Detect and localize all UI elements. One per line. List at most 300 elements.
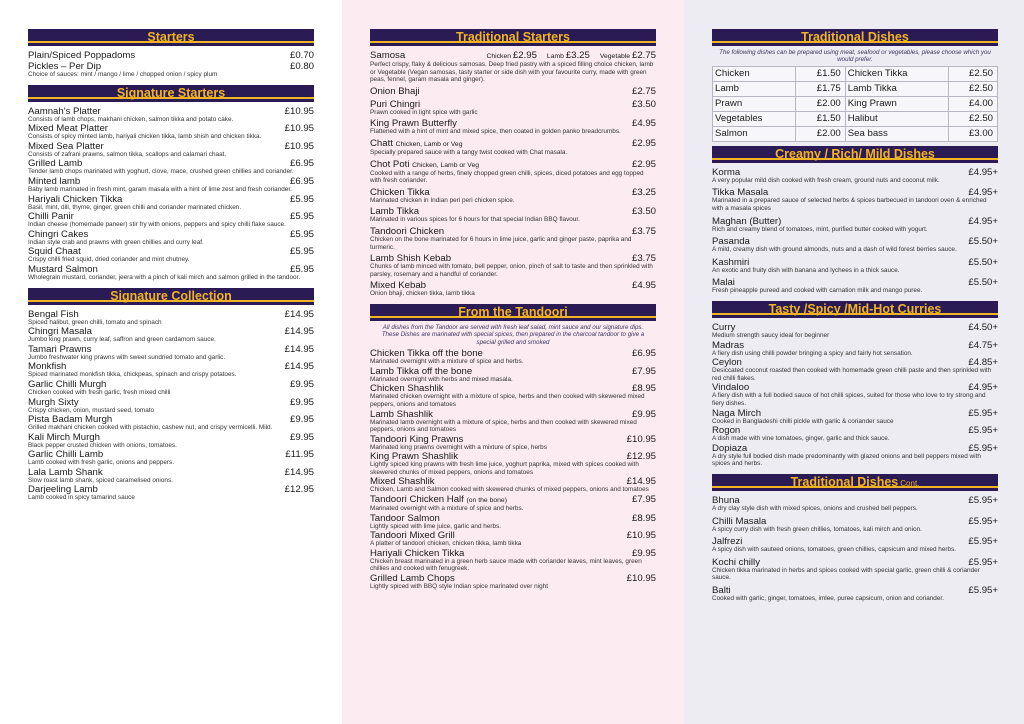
menu-item-price: £4.75+ xyxy=(968,339,998,351)
menu-item-name xyxy=(28,309,79,320)
menu-item-description: Consists of spicy minted lamb, hariyali chicken tikka, lamb shish and chicken tikka. xyxy=(28,133,262,141)
menu-item-description: Prawn cooked in light spice with garlic xyxy=(370,108,478,116)
dish-name: Tandoori King Prawns xyxy=(370,433,464,445)
menu-item xyxy=(712,167,998,185)
menu-item-price: £3.50 xyxy=(631,98,656,110)
protein-row xyxy=(713,81,998,96)
menu-item-price: £0.70 xyxy=(289,50,314,61)
menu-item-price: £10.95 xyxy=(626,573,656,585)
dish-name: Garlic Chilli Murgh xyxy=(28,378,107,390)
section-header xyxy=(28,288,314,305)
menu-item xyxy=(28,50,314,61)
menu-item-price: £9.95 xyxy=(289,414,314,426)
menu-item-samosa xyxy=(370,50,656,84)
menu-item xyxy=(28,229,314,247)
menu-item xyxy=(28,264,314,282)
menu-item xyxy=(28,123,314,141)
menu-item xyxy=(28,467,314,485)
dish-name: Grilled Lamb xyxy=(28,158,83,170)
protein-name: Prawn xyxy=(713,96,796,111)
menu-item xyxy=(28,326,314,344)
dish-name: Samosa xyxy=(370,50,406,61)
menu-column-left xyxy=(0,0,342,724)
dish-name: Naga Mirch xyxy=(712,407,762,419)
menu-item-description: Black pepper crusted chicken with onions, tomatoes. xyxy=(28,441,177,449)
section-title: Traditional Dishes xyxy=(801,30,909,44)
menu-item-description: Consists of zafrani prawns, salmon tikka, scallops and calamari chaat. xyxy=(28,150,227,158)
menu-item-description: Lightly spiced with lime juice, garlic and herbs. xyxy=(370,522,502,530)
menu-item-description: Chicken, Lamb and Salmon cooked with skewered chunks of mixed peppers, onions and tomatoes xyxy=(370,486,649,494)
dish-name: Madras xyxy=(712,339,744,351)
menu-item xyxy=(370,530,656,548)
menu-item xyxy=(370,226,656,251)
menu-item-description: Indian cheese (homemade paneer) stir fry with onions, peppers and spicy chilli flake sauce. xyxy=(28,221,286,229)
dish-name: Chicken Shashlik xyxy=(370,383,444,395)
menu-item-description: Spiced marinated monkfish tikka, chickpeas, spinach and crispy potatoes. xyxy=(28,371,237,379)
menu-column-right xyxy=(684,0,1024,724)
menu-item-price: £6.95 xyxy=(289,175,314,187)
menu-item xyxy=(712,187,998,212)
dish-name: Ceylon xyxy=(712,357,742,369)
menu-item-price: £14.95 xyxy=(626,476,656,488)
section-header xyxy=(712,301,998,318)
menu-item-price: £5.95+ xyxy=(968,425,998,437)
menu-item-description: Wholegrain mustard, coriander, jeera with a pinch of kali mirch and salmon grilled in the tandoor. xyxy=(28,273,301,281)
dish-name: Mustard Salmon xyxy=(28,263,98,275)
section-header xyxy=(370,29,656,46)
menu-item-description: Medium strength saucy ideal for beginner xyxy=(712,331,830,339)
menu-item-name xyxy=(370,409,433,420)
menu-item-description: Marinated lamb overnight with a mixture of spice, herbs and then cooked with skewered mixed peppers, onions and tomatoes xyxy=(370,418,637,434)
menu-item-description: Slow roast lamb shank, spiced caramelised onions. xyxy=(28,476,173,484)
protein-price: £2.00 xyxy=(796,126,845,141)
dish-name: Kashmiri xyxy=(712,256,750,268)
dish-name: Tandoor Salmon xyxy=(370,512,440,524)
menu-item xyxy=(28,61,314,79)
dish-name: Monkfish xyxy=(28,361,67,373)
dish-name: Chingri Masala xyxy=(28,326,92,338)
menu-item-description: Chicken tikka marinated in herbs and spices cooked with special garlic, green chilli & coriander sauce. xyxy=(712,566,980,582)
dish-name: Lamb Tikka off the bone xyxy=(370,365,473,377)
menu-item-price: £5.95+ xyxy=(968,407,998,419)
menu-item-description: Cooked with garlic, ginger, tomatoes, imlee, puree capsicum, onion and coriander. xyxy=(712,594,944,602)
menu-item-price: £7.95 xyxy=(631,494,656,506)
menu-item xyxy=(712,257,998,275)
dish-name: Lamb Tikka xyxy=(370,206,420,218)
menu-item-description: Marinated king prawns overnight with a mixture of spice, herbs xyxy=(370,443,547,451)
variant-price: £3.25 xyxy=(565,50,590,61)
dish-name: Mixed Sea Platter xyxy=(28,140,104,152)
menu-item xyxy=(712,536,998,554)
variant-price: £2.75 xyxy=(631,50,656,61)
menu-item-price: £5.95 xyxy=(289,263,314,275)
menu-item xyxy=(370,409,656,434)
menu-item-name xyxy=(28,194,122,205)
dish-name: Hariyali Chicken Tikka xyxy=(370,547,465,559)
menu-item-price: £5.95+ xyxy=(968,494,998,506)
menu-item xyxy=(370,494,656,513)
menu-item-description: Tender lamb chops marinated with yoghurt, clove, mace, crushed green chillies and coriander. xyxy=(28,168,294,176)
dish-name: Jalfrezi xyxy=(712,536,743,548)
traditional-note: The following dishes can be prepared using meat, seafood or vegetables, please choose which you would prefer. xyxy=(719,49,991,64)
menu-item xyxy=(28,106,314,124)
menu-item xyxy=(712,443,998,468)
menu-item-price: £4.95+ xyxy=(968,215,998,227)
menu-item xyxy=(28,176,314,194)
menu-item xyxy=(712,322,998,340)
dish-name: Tandoori Mixed Grill xyxy=(370,530,455,542)
menu-item-description: Jumbo freshwater king prawns with sweet sundried tomato and garlic. xyxy=(28,353,226,361)
menu-item-price: £5.95+ xyxy=(968,536,998,548)
dish-name: Pasanda xyxy=(712,236,750,248)
dish-subtitle: (on the bone) xyxy=(466,497,507,505)
protein-price: £2.00 xyxy=(796,96,845,111)
dish-name: Chicken Tikka xyxy=(370,186,430,198)
protein-row xyxy=(713,126,998,141)
menu-item-name xyxy=(712,216,781,227)
menu-item xyxy=(370,513,656,531)
dish-name: Minted lamb xyxy=(28,175,81,187)
protein-name: Chicken xyxy=(713,66,796,81)
menu-item xyxy=(28,397,314,415)
menu-item xyxy=(28,309,314,327)
dish-name: Balti xyxy=(712,584,731,596)
dish-name: Chilli Panir xyxy=(28,211,74,223)
protein-row xyxy=(713,111,998,126)
menu-item-description: Indian style crab and prawns with green chillies and curry leaf. xyxy=(28,238,204,246)
menu-item-description: A fiery dish with a full bodied sauce of hot chilli spices, suited for those who love to try strong and fiery dishes. xyxy=(712,392,986,407)
menu-item-description: A fiery dish using chilli powder bringing a spicy and fairly hot sensation. xyxy=(712,349,913,357)
section-header xyxy=(28,29,314,46)
menu-item xyxy=(370,118,656,136)
menu-item-price: £14.95 xyxy=(284,326,314,338)
menu-item xyxy=(370,366,656,384)
menu-item xyxy=(712,557,998,582)
section-header xyxy=(712,29,998,46)
section-title: Traditional Starters xyxy=(456,30,570,44)
dish-name: Tandoori Chicken Half xyxy=(370,494,464,506)
dish-name: Onion Bhaji xyxy=(370,85,420,97)
protein-price: £2.50 xyxy=(948,81,997,96)
menu-item-price: £9.95 xyxy=(631,547,656,559)
menu-item-price: £6.95 xyxy=(631,348,656,360)
menu-item-price: £5.95 xyxy=(289,211,314,223)
menu-item-description: An exotic and fruity dish with banana and lychees in a thick sauce. xyxy=(712,266,900,274)
variant-label: Vegetable xyxy=(599,53,631,60)
protein-row xyxy=(713,66,998,81)
menu-item-description: Grilled makhani chicken cooked with pistachio, cashew nut, and crispy vermicelli. Mild. xyxy=(28,424,273,432)
menu-item-price: £6.95 xyxy=(289,158,314,170)
menu-item xyxy=(370,434,656,452)
protein-name: Lamb Tikka xyxy=(845,81,948,96)
menu-item-description: Chunks of lamb minced with tomato, bell pepper, onion, pinch of salt to taste and then sprinkled with parsley, rosemary and a handful of coriander. xyxy=(370,263,653,278)
menu-item-description: Consists of lamb chops, makhani chicken, salmon tikka and potato cake. xyxy=(28,115,234,123)
section-header xyxy=(712,474,998,491)
menu-item-price: £4.95 xyxy=(631,118,656,130)
dish-name: Bhuna xyxy=(712,494,740,506)
menu-item-price: £2.95 xyxy=(631,158,656,170)
menu-item-description: Spiced halibut, green chilli, tomato and spinach xyxy=(28,318,162,326)
menu-item xyxy=(370,383,656,408)
menu-item-price: £11.95 xyxy=(285,449,314,461)
menu-item-price: £5.50+ xyxy=(968,256,998,268)
menu-item-description: Marinated chicken in Indian peri peri chicken spice. xyxy=(370,196,515,204)
menu-item-price: £2.95 xyxy=(631,137,656,149)
dish-name: Hariyali Chicken Tikka xyxy=(28,193,123,205)
menu-item-price: £3.25 xyxy=(631,186,656,198)
menu-item-description: Choice of sauces: mint / mango / lime / chopped onion / spicy plum xyxy=(28,71,218,78)
dish-name: Chot Poti xyxy=(370,158,410,170)
protein-price: £2.50 xyxy=(948,111,997,126)
menu-item xyxy=(370,348,656,366)
protein-name: Lamb xyxy=(713,81,796,96)
dish-name: King Prawn Butterfly xyxy=(370,118,457,130)
menu-item-description: Marinated overnight with a mixture of spice and herbs. xyxy=(370,505,524,513)
dish-name: Lamb Shish Kebab xyxy=(370,253,452,265)
menu-item-price: £3.75 xyxy=(631,225,656,237)
menu-item-price: £14.95 xyxy=(284,466,314,478)
menu-item xyxy=(712,236,998,254)
variant-price: £2.95 xyxy=(512,50,537,61)
dish-name: Dopiaza xyxy=(712,442,748,454)
dish-name: Mixed Shashlik xyxy=(370,476,435,488)
dish-name: Darjeeling Lamb xyxy=(28,484,98,496)
dish-name: Chilli Masala xyxy=(712,515,767,527)
menu-item-price: £9.95 xyxy=(631,408,656,420)
protein-price: £1.50 xyxy=(796,111,845,126)
menu-item xyxy=(28,484,314,502)
menu-item xyxy=(28,344,314,362)
menu-item xyxy=(712,516,998,534)
menu-item xyxy=(370,206,656,224)
section-title: Starters xyxy=(147,30,195,44)
menu-item xyxy=(712,357,998,382)
menu-item-description: Cooked in Bangladeshi chilli pickle with garlic & coriander sauce xyxy=(712,417,894,425)
menu-item-description: A spicy dish with sauteed onions, tomatoes, green chillies, capsicum and mixed herbs. xyxy=(712,546,957,554)
dish-name: King Prawn Shashlik xyxy=(370,451,458,463)
protein-name: King Prawn xyxy=(845,96,948,111)
section-title: Signature Collection xyxy=(110,288,232,303)
menu-item-price: £10.95 xyxy=(626,530,656,542)
menu-item-price: £5.95+ xyxy=(968,442,998,454)
dish-name: Murgh Sixty xyxy=(28,396,79,408)
dish-name: Korma xyxy=(712,166,741,178)
dish-name: Vindaloo xyxy=(712,382,750,394)
menu-item-description: Lightly spiced king prawns with fresh lime juice, yoghurt paprika, mixed with spices cooked with skewered chunks of mixed peppers, onions and tomatoes xyxy=(370,461,639,476)
menu-item xyxy=(370,86,656,97)
menu-item-price: £12.95 xyxy=(284,484,314,496)
dish-name: Pickles – Per Dip xyxy=(28,61,102,72)
menu-item-description: Lamb cooked in spicy tamarind sauce xyxy=(28,494,135,502)
menu-item-price: £3.50 xyxy=(631,206,656,218)
dish-name: Grilled Lamb Chops xyxy=(370,573,455,585)
menu-item-description: A dry clay style dish with mixed spices, onions and crushed bell peppers. xyxy=(712,504,918,512)
menu-item-name xyxy=(28,50,135,61)
protein-price: £1.50 xyxy=(796,66,845,81)
menu-item-description: A dry style full bodied dish made predominantly with glazed onions and bell peppers mixed with spices and herbs. xyxy=(712,452,981,468)
menu-item xyxy=(370,451,656,476)
menu-item xyxy=(370,548,656,573)
protein-row xyxy=(713,96,998,111)
variant-label: Lamb xyxy=(546,53,564,60)
dish-name: Kochi chilly xyxy=(712,556,760,568)
section-title: From the Tandoori xyxy=(458,304,568,319)
menu-item xyxy=(712,425,998,443)
dish-name: Garlic Chilli Lamb xyxy=(28,449,104,461)
menu-item xyxy=(28,361,314,379)
menu-item xyxy=(28,449,314,467)
menu-item-description: Marinated chicken overnight with a mixture of spice, herbs and then cooked with skewered mixed peppers, onions and tomatoes xyxy=(370,393,645,408)
menu-item-description: Chicken breast marinated in a green herb sauce made with coriander leaves, mint leaves, green chillies and cooked with fenugreek. xyxy=(370,557,642,573)
section-title: Signature Starters xyxy=(116,85,226,100)
dish-name: Bengal Fish xyxy=(28,308,79,320)
dish-name: Chatt xyxy=(370,137,393,149)
menu-item-price: £12.95 xyxy=(626,451,656,463)
menu-item-price: £4.50+ xyxy=(968,321,998,333)
menu-item-price: £5.95+ xyxy=(968,515,998,527)
menu-item xyxy=(712,408,998,426)
menu-item xyxy=(28,141,314,159)
menu-item xyxy=(712,382,998,407)
dish-name: Lamb Shashlik xyxy=(370,408,433,420)
menu-item-description: Rich and creamy blend of tomatoes, mint, purified butter cooked with yogurt. xyxy=(712,225,928,233)
dish-name: Puri Chingri xyxy=(370,98,421,110)
menu-item-name xyxy=(370,159,479,171)
section-header xyxy=(712,146,998,163)
menu-item-price: £5.50+ xyxy=(968,236,998,248)
dish-name: Kali Mirch Murgh xyxy=(28,431,100,443)
menu-item-description: A platter of tandoori chicken, chicken tikka, lamb tikka xyxy=(370,540,522,548)
menu-item-price: £10.95 xyxy=(284,140,314,152)
menu-item-price: £4.95+ xyxy=(968,166,998,178)
menu-item-description: Chicken cooked with fresh garlic, fresh mixed chilli xyxy=(28,388,171,396)
menu-item-row xyxy=(370,86,656,97)
menu-item xyxy=(28,379,314,397)
menu-item-price: £8.95 xyxy=(631,383,656,395)
dish-name: Chingri Cakes xyxy=(28,228,89,240)
tandoori-note: All dishes from the Tandoor are served with fresh leaf salad, mint sauce and our signature dips. These Dishes are marinated with special spices, then prepared in the charcoal tandoor to give a special grilled and smoked xyxy=(381,323,645,346)
menu-item-price: £5.95 xyxy=(289,193,314,205)
protein-name: Salmon xyxy=(713,126,796,141)
menu-item-description: Desiccated coconut roasted then cooked with homemade green chilli paste and then sprinkled with red chilli flakes. xyxy=(712,367,992,382)
menu-item-description: A mild, creamy dish with ground almonds, nuts and a dash of wild forest berries sauce. xyxy=(712,246,957,254)
protein-price-table xyxy=(712,66,998,142)
menu-item-description: Onion bhaji, chicken tikka, lamb tikka xyxy=(370,290,475,298)
menu-item-price: £10.95 xyxy=(284,123,314,135)
menu-item xyxy=(712,216,998,234)
menu-item xyxy=(370,99,656,117)
menu-item-price: £5.95 xyxy=(289,228,314,240)
menu-item-description: Marinated overnight with a mixture of spice and herbs. xyxy=(370,358,524,366)
menu-item-price: £10.95 xyxy=(284,105,314,117)
protein-price: £2.50 xyxy=(948,66,997,81)
dish-name: Tamari Prawns xyxy=(28,343,92,355)
dish-subtitle: Chicken, Lamb or Veg xyxy=(412,161,480,169)
menu-item-price: £4.85+ xyxy=(968,357,998,369)
menu-item-price: £7.95 xyxy=(631,365,656,377)
menu-item-price: £4.95+ xyxy=(968,382,998,394)
protein-name: Chicken Tikka xyxy=(845,66,948,81)
dish-name: Tandoori Chicken xyxy=(370,225,445,237)
menu-item-description: Jumbo king prawn, curry leaf, saffron and green cardamom sauce. xyxy=(28,336,216,344)
dish-name: Rogon xyxy=(712,425,741,437)
menu-item-price: £14.95 xyxy=(284,343,314,355)
menu-item xyxy=(370,187,656,205)
dish-name: Tikka Masala xyxy=(712,187,769,199)
menu-item-description: Marinated overnight with herbs and mixed masala. xyxy=(370,375,513,383)
protein-price: £1.75 xyxy=(796,81,845,96)
menu-item xyxy=(370,476,656,494)
menu-item xyxy=(28,432,314,450)
menu-item-description: Chicken on the bone marinated for 6 hours in lime juice, garlic and ginger paste, paprika and turmeric. xyxy=(370,235,632,251)
menu-item xyxy=(28,246,314,264)
menu-item-name xyxy=(370,86,420,97)
menu-item-price: £3.75 xyxy=(631,253,656,265)
dish-name: Pista Badam Murgh xyxy=(28,414,113,426)
menu-item-description: Fresh pineapple pureed and cooked with carnation milk and mango puree. xyxy=(712,287,923,295)
menu-item-price: £5.95+ xyxy=(968,584,998,596)
menu-item-price: £2.75 xyxy=(631,85,656,97)
protein-price: £3.00 xyxy=(948,126,997,141)
menu-item xyxy=(712,277,998,295)
menu-item-description: Crispy chilli fried squid, dried coriander and mint chutney. xyxy=(28,256,190,264)
menu-item xyxy=(370,253,656,278)
menu-item xyxy=(370,280,656,298)
dish-subtitle: Chicken, Lamb or Veg xyxy=(395,140,463,148)
menu-item-description: Specially prepared sauce with a tangy twist cooked with Chat masala. xyxy=(370,148,568,156)
dish-name: Chicken Tikka off the bone xyxy=(370,348,483,360)
section-header xyxy=(370,304,656,321)
menu-item-name xyxy=(28,397,79,408)
menu-item xyxy=(28,211,314,229)
variant-label: Chicken xyxy=(486,53,512,60)
menu-item-price: £14.95 xyxy=(284,308,314,320)
menu-item xyxy=(28,194,314,212)
menu-item-description: Cooked with a range of herbs, finely chopped green chilli, spices, diced potatoes and egg topped with fresh coriander. xyxy=(370,169,644,185)
menu-item-description: Flattened with a hint of mint and mixed spice, then coated in golden panko breadcrumbs. xyxy=(370,128,621,136)
dish-name: Mixed Kebab xyxy=(370,280,426,292)
dish-name: Malai xyxy=(712,277,735,289)
menu-item-description: Lightly spiced with BBQ style Indian spice marinated over night xyxy=(370,583,548,591)
menu-item-price: £5.95 xyxy=(289,246,314,258)
menu-item-description: Crispy chicken, onion, mustard seed, tomato xyxy=(28,406,155,414)
menu-item xyxy=(370,138,656,157)
menu-item xyxy=(28,414,314,432)
menu-item-name xyxy=(712,516,766,527)
menu-item-description: Lamb cooked with fresh garlic, onions and peppers. xyxy=(28,459,175,467)
menu-column-middle xyxy=(342,0,684,724)
dish-name: Lala Lamb Shank xyxy=(28,466,103,478)
menu-item xyxy=(370,573,656,591)
dish-name: Maghan (Butter) xyxy=(712,215,782,227)
dish-name: Curry xyxy=(712,321,736,333)
section-title: Traditional Dishes xyxy=(790,474,899,489)
menu-item-price: £8.95 xyxy=(631,512,656,524)
menu-item-name xyxy=(712,408,761,419)
menu-item-name xyxy=(712,340,744,351)
menu-item-price: £9.95 xyxy=(289,396,314,408)
protein-price: £4.00 xyxy=(948,96,997,111)
menu-item-description: A dish made with vine tomatoes, ginger, garlic and thick sauce. xyxy=(712,435,890,443)
menu-item-price: £9.95 xyxy=(289,431,314,443)
dish-name: Mixed Meat Platter xyxy=(28,123,108,135)
menu-item-description: Baby lamb marinated in fresh mint, garam masala with a hint of lime zest and fresh coriander. xyxy=(28,185,292,193)
menu-item-price: £5.50+ xyxy=(968,277,998,289)
menu-item-price: £9.95 xyxy=(289,378,314,390)
section-continued: Cont. xyxy=(900,478,920,488)
menu-item xyxy=(28,158,314,176)
menu-item-description: A spicy curry dish with fresh green chillies, tomatoes, kali mirch and onion. xyxy=(712,525,922,533)
